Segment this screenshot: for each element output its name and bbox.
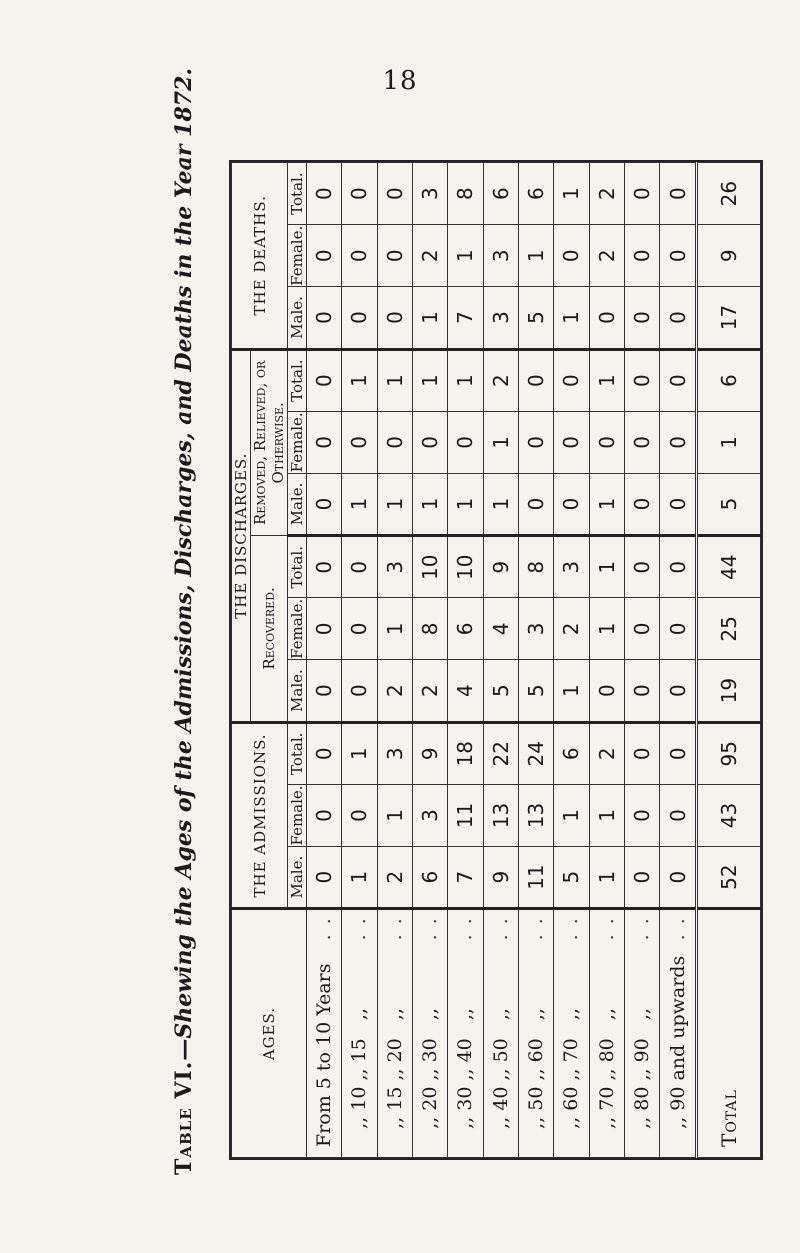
age-range-label: ,, 60 ,, 70 ,, [560, 1008, 583, 1147]
value-cell: 0 [412, 411, 447, 473]
value-cell: 1 [377, 598, 412, 660]
total-value-cell: 43 [697, 784, 761, 846]
value-cell: 0 [377, 287, 412, 349]
age-range-cell [307, 909, 342, 1158]
value-cell: 11 [518, 847, 553, 909]
value-cell: 1 [554, 660, 589, 722]
header-recovered: Recovered. [251, 536, 288, 723]
total-value-cell: 26 [697, 163, 761, 225]
value-cell: 0 [307, 163, 342, 225]
value-cell: 0 [377, 225, 412, 287]
value-cell: 2 [377, 847, 412, 909]
value-cell: 0 [624, 847, 659, 909]
age-range-cell [589, 909, 624, 1158]
value-cell: 1 [412, 473, 447, 535]
value-cell: 1 [589, 784, 624, 846]
value-cell: 1 [483, 473, 518, 535]
value-cell: 1 [377, 784, 412, 846]
value-cell: 1 [518, 225, 553, 287]
header-male: Male. [288, 287, 307, 349]
value-cell: 0 [660, 847, 697, 909]
leader-dots: . . [454, 916, 477, 941]
value-cell: 7 [448, 287, 483, 349]
age-range-cell [412, 909, 447, 1158]
age-range-cell [660, 909, 697, 1158]
value-cell: 0 [660, 163, 697, 225]
value-cell: 0 [342, 411, 377, 473]
total-value-cell: 19 [697, 660, 761, 722]
value-cell: 1 [554, 287, 589, 349]
leader-dots: . . [489, 916, 512, 941]
value-cell: 0 [342, 598, 377, 660]
total-value-cell: 25 [697, 598, 761, 660]
value-cell: 0 [660, 660, 697, 722]
value-cell: 3 [412, 163, 447, 225]
total-value-cell: 44 [697, 536, 761, 598]
value-cell: 2 [589, 722, 624, 784]
age-range-label: ,, 90 and upwards [666, 955, 689, 1147]
leader-dots: . . [383, 916, 406, 941]
value-cell: 5 [518, 660, 553, 722]
value-cell: 1 [342, 349, 377, 411]
value-cell: 1 [412, 349, 447, 411]
value-cell: 3 [518, 598, 553, 660]
value-cell: 0 [377, 163, 412, 225]
age-range-label: ,, 70 ,, 80 ,, [595, 1008, 618, 1147]
leader-dots: . . [560, 916, 583, 941]
value-cell: 6 [448, 598, 483, 660]
value-cell: 2 [483, 349, 518, 411]
table-row [483, 163, 518, 1158]
value-cell: 0 [307, 598, 342, 660]
value-cell: 0 [307, 536, 342, 598]
value-cell: 5 [518, 287, 553, 349]
age-range-cell [483, 909, 518, 1158]
value-cell: 0 [554, 411, 589, 473]
value-cell: 1 [554, 163, 589, 225]
value-cell: 0 [660, 411, 697, 473]
value-cell: 24 [518, 722, 553, 784]
total-label: Total [697, 909, 761, 1158]
value-cell: 0 [307, 287, 342, 349]
value-cell: 0 [518, 473, 553, 535]
value-cell: 2 [554, 598, 589, 660]
age-range-label: ,, 50 ,, 60 ,, [525, 1008, 548, 1147]
total-value-cell: 52 [697, 847, 761, 909]
total-value-cell: 6 [697, 349, 761, 411]
header-female: Female. [288, 225, 306, 286]
header-female: Female. [288, 598, 306, 659]
value-cell: 2 [589, 225, 624, 287]
value-cell: 0 [660, 598, 697, 660]
age-range-cell [377, 909, 412, 1158]
value-cell: 0 [554, 473, 589, 535]
value-cell: 0 [554, 225, 589, 287]
value-cell: 3 [377, 536, 412, 598]
value-cell: 0 [307, 349, 342, 411]
age-range-cell [554, 909, 589, 1158]
value-cell: 9 [412, 722, 447, 784]
page-number: 18 [382, 66, 418, 96]
value-cell: 0 [448, 411, 483, 473]
total-value-cell: 9 [697, 225, 761, 287]
age-range-label: ,, 15 ,, 20 ,, [383, 1008, 406, 1147]
value-cell: 2 [412, 225, 447, 287]
value-cell: 13 [518, 784, 553, 846]
leader-dots: . . [630, 916, 653, 941]
value-cell: 0 [342, 660, 377, 722]
value-cell: 0 [307, 784, 342, 846]
value-cell: 3 [377, 722, 412, 784]
value-cell: 13 [483, 784, 518, 846]
leader-dots: . . [313, 916, 336, 941]
header-male: Male. [288, 660, 307, 722]
value-cell: 1 [589, 536, 624, 598]
value-cell: 2 [412, 660, 447, 722]
value-cell: 0 [660, 349, 697, 411]
value-cell: 0 [342, 287, 377, 349]
header-admissions: THE ADMISSIONS. [232, 722, 288, 909]
table-row [377, 163, 412, 1158]
value-cell: 0 [660, 225, 697, 287]
value-cell: 1 [589, 349, 624, 411]
header-discharges: THE DISCHARGES. [232, 349, 251, 722]
table-row [342, 163, 377, 1158]
value-cell: 3 [483, 287, 518, 349]
value-cell: 0 [589, 660, 624, 722]
header-total: Total. [288, 722, 307, 784]
value-cell: 1 [483, 411, 518, 473]
value-cell: 0 [624, 473, 659, 535]
value-cell: 0 [307, 660, 342, 722]
value-cell: 9 [483, 847, 518, 909]
value-cell: 10 [412, 536, 447, 598]
value-cell: 0 [624, 287, 659, 349]
value-cell: 0 [624, 349, 659, 411]
value-cell: 9 [483, 536, 518, 598]
table-title [171, 67, 197, 1175]
value-cell: 3 [483, 225, 518, 287]
table-label: Table VI. [171, 1060, 197, 1175]
header-male: Male. [288, 473, 307, 535]
value-cell: 8 [412, 598, 447, 660]
value-cell: 0 [589, 411, 624, 473]
value-cell: 1 [448, 349, 483, 411]
total-row [697, 163, 761, 1158]
age-range-label: ,, 10 ,, 15 ,, [348, 1008, 371, 1147]
value-cell: 1 [342, 847, 377, 909]
value-cell: 0 [624, 163, 659, 225]
value-cell: 2 [377, 660, 412, 722]
table-row [412, 163, 447, 1158]
value-cell: 5 [483, 660, 518, 722]
value-cell: 1 [342, 473, 377, 535]
value-cell: 6 [554, 722, 589, 784]
value-cell: 0 [307, 847, 342, 909]
header-total: Total. [288, 536, 307, 598]
age-range-label: ,, 20 ,, 30 ,, [419, 1008, 442, 1147]
value-cell: 0 [624, 784, 659, 846]
value-cell: 5 [554, 847, 589, 909]
table-row [448, 163, 483, 1158]
value-cell: 8 [518, 536, 553, 598]
value-cell: 4 [483, 598, 518, 660]
value-cell: 0 [660, 473, 697, 535]
table-row [589, 163, 624, 1158]
value-cell: 1 [589, 598, 624, 660]
header-male: Male. [288, 847, 307, 909]
leader-dots: . . [348, 916, 371, 941]
total-value-cell: 17 [697, 287, 761, 349]
value-cell: 0 [660, 287, 697, 349]
value-cell: 0 [624, 598, 659, 660]
table-row [660, 163, 697, 1158]
value-cell: 0 [518, 411, 553, 473]
value-cell: 0 [624, 722, 659, 784]
table-row [307, 163, 342, 1158]
value-cell: 0 [554, 349, 589, 411]
table-caption: —Shewing the Ages of the Admissions, Discharges, and Deaths in the Year 1872. [171, 67, 197, 1061]
age-range-cell [518, 909, 553, 1158]
value-cell: 0 [307, 473, 342, 535]
value-cell: 0 [342, 225, 377, 287]
leader-dots: . . [666, 916, 689, 941]
value-cell: 0 [624, 536, 659, 598]
total-value-cell: 5 [697, 473, 761, 535]
value-cell: 1 [554, 784, 589, 846]
age-range-label: ,, 40 ,, 50 ,, [489, 1008, 512, 1147]
leader-dots: . . [419, 916, 442, 941]
table-row [554, 163, 589, 1158]
value-cell: 1 [342, 722, 377, 784]
value-cell: 11 [448, 784, 483, 846]
value-cell: 0 [518, 349, 553, 411]
total-value-cell: 1 [697, 411, 761, 473]
age-range-cell [624, 909, 659, 1158]
age-range-label: ,, 30 ,, 40 ,, [454, 1008, 477, 1147]
value-cell: 0 [624, 225, 659, 287]
value-cell: 6 [412, 847, 447, 909]
value-cell: 0 [624, 660, 659, 722]
value-cell: 10 [448, 536, 483, 598]
value-cell: 1 [377, 473, 412, 535]
value-cell: 0 [589, 287, 624, 349]
value-cell: 0 [307, 411, 342, 473]
value-cell: 4 [448, 660, 483, 722]
value-cell: 18 [448, 722, 483, 784]
value-cell: 0 [660, 722, 697, 784]
value-cell: 6 [518, 163, 553, 225]
age-range-cell [448, 909, 483, 1158]
total-value-cell: 95 [697, 722, 761, 784]
value-cell: 1 [448, 225, 483, 287]
value-cell: 0 [377, 411, 412, 473]
header-removed: Removed, Relieved, or Otherwise. [251, 349, 288, 536]
header-ages: AGES. [232, 909, 307, 1158]
table-row [624, 163, 659, 1158]
header-female: Female. [288, 785, 306, 846]
value-cell: 6 [483, 163, 518, 225]
value-cell: 3 [554, 536, 589, 598]
leader-dots: . . [595, 916, 618, 941]
value-cell: 0 [342, 784, 377, 846]
age-range-cell [342, 909, 377, 1158]
value-cell: 1 [412, 287, 447, 349]
value-cell: 1 [589, 473, 624, 535]
header-deaths: THE DEATHS. [232, 163, 288, 350]
age-range-label: From 5 to 10 Years [313, 963, 336, 1147]
header-female: Female. [288, 412, 306, 473]
value-cell: 1 [377, 349, 412, 411]
header-total: Total. [288, 163, 307, 225]
header-total: Total. [288, 349, 307, 411]
value-cell: 0 [307, 225, 342, 287]
table-row [518, 163, 553, 1158]
value-cell: 22 [483, 722, 518, 784]
value-cell: 0 [660, 536, 697, 598]
value-cell: 0 [624, 411, 659, 473]
value-cell: 2 [589, 163, 624, 225]
value-cell: 3 [412, 784, 447, 846]
value-cell: 7 [448, 847, 483, 909]
value-cell: 8 [448, 163, 483, 225]
leader-dots: . . [525, 916, 548, 941]
statistics-table [229, 160, 763, 1160]
value-cell: 0 [660, 784, 697, 846]
value-cell: 1 [589, 847, 624, 909]
value-cell: 0 [307, 722, 342, 784]
age-range-label: ,, 80 ,, 90 ,, [630, 1008, 653, 1147]
value-cell: 1 [448, 473, 483, 535]
value-cell: 0 [342, 536, 377, 598]
value-cell: 0 [342, 163, 377, 225]
